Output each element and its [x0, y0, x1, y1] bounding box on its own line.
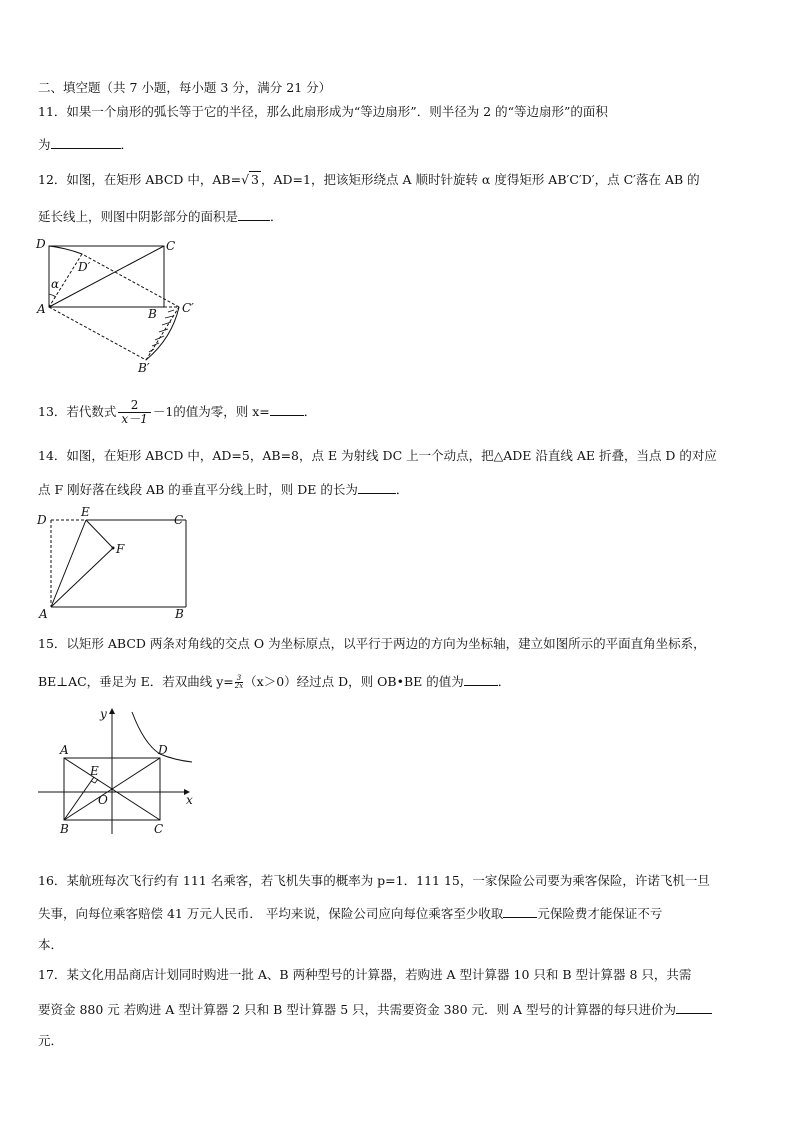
- q14-label-f: F: [116, 542, 125, 556]
- q16-line2-suffix: 元保险费才能保证不亏: [537, 906, 663, 921]
- q14-line1: 14．如图，在矩形 ABCD 中，AD=5，AB=8，点 E 为射线 DC 上一个动点，把△ADE 沿直线 AE 折叠，当点 D 的对应: [38, 448, 717, 463]
- q15-line2: [38, 672, 510, 692]
- q12-end: ．: [270, 209, 283, 224]
- q12-label-cprime: C′: [182, 301, 194, 315]
- q17-answer-blank[interactable]: [676, 1001, 712, 1014]
- q15-end: ．: [497, 674, 511, 689]
- section-title: 二、填空题（共 7 小题，每小题 3 分，满分 21 分）: [38, 80, 332, 95]
- q15-fraction: [235, 675, 243, 690]
- q14-segment-fa: [51, 548, 113, 607]
- q16-line2: [38, 905, 662, 922]
- q15-label-c: C: [154, 822, 164, 836]
- q14-label-d: D: [37, 513, 47, 527]
- q12-label-a: A: [37, 302, 46, 316]
- q15-segment-be: [64, 777, 94, 820]
- q14-segment-ef: [86, 520, 113, 548]
- q16-answer-blank[interactable]: [503, 905, 537, 918]
- q11-line1: 11．如果一个扇形的弧长等于它的半径，那么此扇形成为“等边扇形”．则半径为 2 的“等边扇形”的面积: [38, 104, 608, 119]
- q13-frac-den: x－1: [121, 412, 148, 426]
- sqrt-radicand: 3: [251, 172, 259, 187]
- q13-answer-blank[interactable]: [270, 403, 304, 416]
- q12-edge-ab-prime: [49, 307, 146, 360]
- q14-answer-blank[interactable]: [358, 481, 396, 494]
- q14-point-f: [112, 547, 115, 550]
- q14-fold-ae: [51, 520, 86, 607]
- q12-angle-arc: [49, 294, 56, 297]
- q15-y-arrow: [109, 708, 115, 714]
- q11-line2-text: 为: [38, 137, 51, 152]
- q12-prefix: 12．如图，在矩形 ABCD 中，AB=: [38, 172, 242, 187]
- q14-label-c: C: [174, 513, 184, 527]
- q13-fraction: [118, 399, 150, 426]
- q14-end: ．: [395, 482, 409, 497]
- q14-figure: [34, 505, 194, 620]
- q12-label-bprime: B′: [138, 361, 150, 374]
- q13-line: [38, 394, 316, 430]
- q15-line1: 15．以矩形 ABCD 两条对角线的交点 O 为坐标原点，以平行于两边的方向为坐标轴，建立如图所示的平面直角坐标系，: [38, 636, 706, 651]
- q12-diagonal-ac: [49, 246, 164, 307]
- q17-line2: [38, 1001, 712, 1018]
- q16-line3: 本．: [38, 937, 64, 952]
- q12-arc-dd: [49, 246, 82, 254]
- q13-end: ．: [303, 404, 317, 419]
- q17-line2-text: 要资金 880 元 若购进 A 型计算器 2 只和 B 型计算器 5 只，共需要资金 380 元．则 A 型号的计算器的每只进价为: [38, 1002, 676, 1017]
- q12-line1: [38, 172, 700, 188]
- q12-answer-blank[interactable]: [238, 208, 270, 221]
- q12-label-d: D: [36, 237, 46, 251]
- q15-frac-den: 2x: [234, 682, 244, 690]
- q17-line3: 元．: [38, 1033, 64, 1048]
- q13-frac-num: 2: [118, 399, 150, 413]
- q15-label-o: O: [98, 793, 108, 807]
- q13-suffix: 的值为零，则 x=: [173, 404, 270, 419]
- q11-answer-blank[interactable]: [51, 136, 121, 149]
- q15-label-e: E: [90, 764, 99, 778]
- q14-line2-text: 点 F 刚好落在线段 AB 的垂直平分线上时，则 DE 的长为: [38, 482, 358, 497]
- q12-line2: [38, 208, 283, 225]
- q16-line1: 16．某航班每次飞行约有 111 名乘客，若飞机失事的概率为 p=1．111 15，一家保险公司要为乘客保险，许诺飞机一旦: [38, 873, 710, 888]
- q15-label-x: x: [186, 793, 193, 807]
- q12-line2-text: 延长线上，则图中阴影部分的面积是: [38, 209, 239, 224]
- q12-label-c: C: [166, 239, 176, 253]
- q15-line2-suffix: （x＞0）经过点 D，则 OB•BE 的值为: [244, 674, 464, 689]
- q15-label-y: y: [100, 707, 107, 721]
- q14-label-a: A: [39, 607, 48, 620]
- q17-line1: 17．某文化用品商店计划同时购进一批 A、B 两种型号的计算器，若购进 A 型计算器 10 只和 B 型计算器 8 只，共需: [38, 967, 692, 982]
- q12-figure: [34, 234, 194, 374]
- q14-line2: [38, 481, 408, 498]
- q12-label-alpha: α: [51, 277, 60, 291]
- q14-label-e: E: [81, 505, 90, 519]
- q15-label-a: A: [60, 743, 69, 757]
- q15-answer-blank[interactable]: [464, 673, 498, 686]
- q16-line2-prefix: 失事，向每位乘客赔偿 41 万元人民币． 平均来说，保险公司应向每位乘客至少收取: [38, 906, 504, 921]
- q15-label-b: B: [60, 822, 69, 836]
- q13-after-frac: －1: [152, 404, 174, 419]
- q12-suffix: ，AD=1，把该矩形绕点 A 顺时针旋转 α 度得矩形 AB′C′D′，点 C′落在 AB 的: [261, 172, 700, 187]
- q12-label-b: B: [148, 307, 157, 321]
- q13-prefix: 13．若代数式: [38, 404, 117, 419]
- q15-frac-num: 3: [236, 674, 242, 682]
- q11-line2: [38, 136, 133, 153]
- sqrt-symbol: √ 3: [241, 172, 259, 187]
- q15-figure: [34, 704, 204, 839]
- q15-label-d: D: [158, 743, 168, 757]
- q15-line2-prefix: BE⊥AC，垂足为 E．若双曲线 y=: [38, 674, 234, 689]
- q14-label-b: B: [175, 607, 184, 620]
- q12-label-dprime: D′: [78, 260, 91, 274]
- q11-end: ．: [120, 137, 134, 152]
